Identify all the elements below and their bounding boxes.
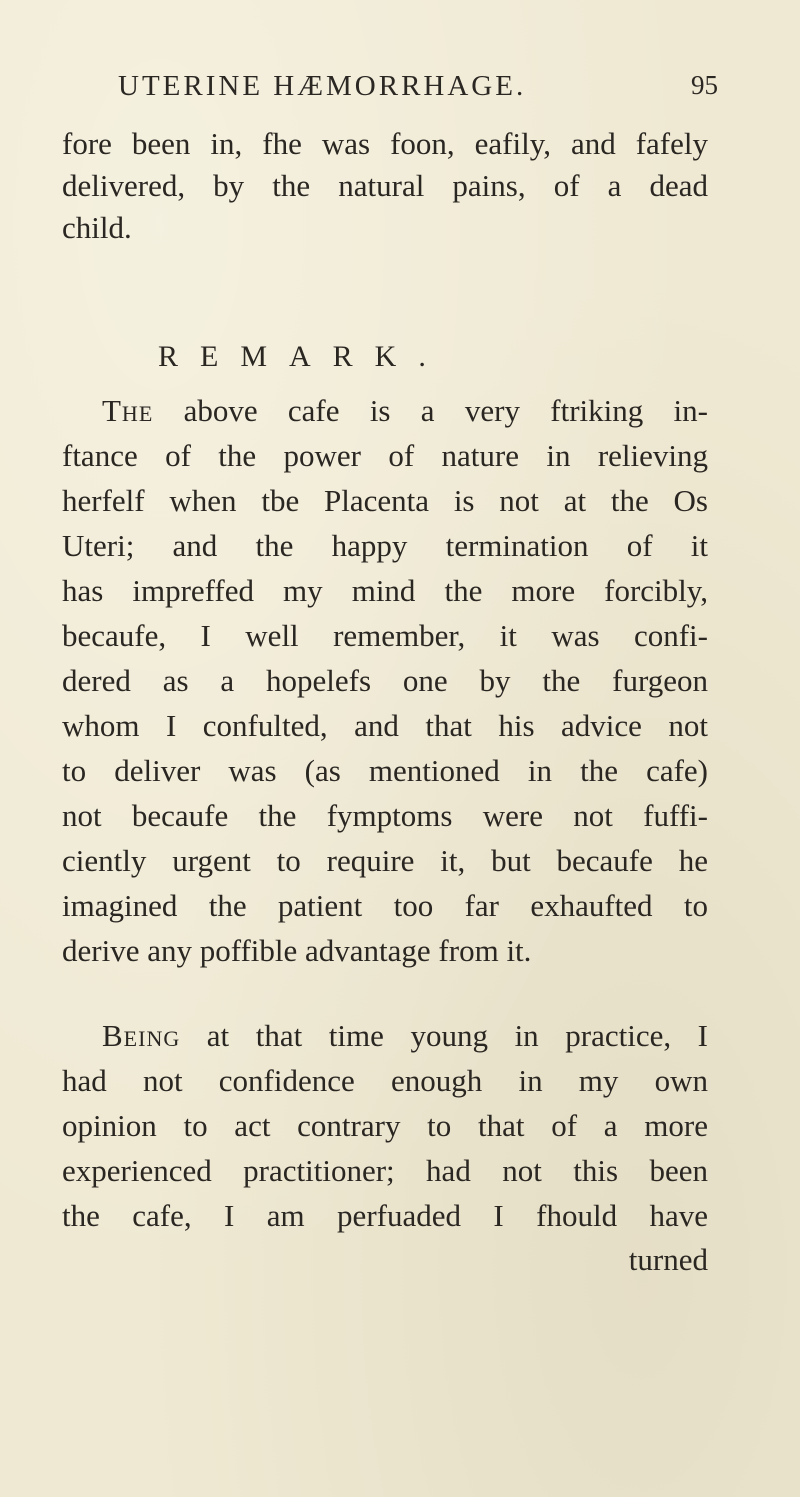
text-line: delivered, by the natural pains, of a dead <box>62 168 708 203</box>
text-line: Uteri; and the happy termination of it <box>62 528 708 563</box>
small-caps-opening-word: The <box>102 393 154 428</box>
page-number: 95 <box>691 70 718 100</box>
text-line: derive any poffible advantage from it. <box>62 933 532 968</box>
catchword: turned <box>628 1242 708 1277</box>
page-header <box>118 70 718 114</box>
text-line: had not confidence enough in my own <box>62 1063 708 1098</box>
small-caps-opening-word: Being <box>102 1018 181 1053</box>
text-line: imagined the patient too far exhaufted to <box>62 888 708 923</box>
text-line: dered as a hopelefs one by the furgeon <box>62 663 708 698</box>
text-line: ciently urgent to require it, but becaufe he <box>62 843 708 878</box>
text-line: ftance of the power of nature in relieving <box>62 438 708 473</box>
remark-heading: REMARK. <box>158 340 448 373</box>
text-line: the cafe, I am perfuaded I fhould have <box>62 1198 708 1233</box>
text-line: herfelf when tbe Placenta is not at the Os <box>62 483 708 518</box>
text-line: to deliver was (as mentioned in the cafe) <box>62 753 708 788</box>
paragraph-first-line <box>102 391 708 431</box>
text-line: has impreffed my mind the more forcibly, <box>62 573 708 608</box>
text-line: child. <box>62 210 132 245</box>
text-line: experienced practitioner; had not this been <box>62 1153 708 1188</box>
text-line: opinion to act contrary to that of a more <box>62 1108 708 1143</box>
text-line: fore been in, fhe was foon, eafily, and fafely <box>62 126 708 161</box>
text-run: above cafe is a very ftriking in- <box>153 393 708 428</box>
text-line: becaufe, I well remember, it was confi- <box>62 618 708 653</box>
text-line: not becaufe the fymptoms were not fuffi- <box>62 798 708 833</box>
paragraph-first-line <box>102 1016 708 1056</box>
text-line: whom I confulted, and that his advice not <box>62 708 708 743</box>
running-head: UTERINE HÆMORRHAGE. <box>118 70 527 102</box>
text-run: at that time young in practice, I <box>180 1018 708 1053</box>
